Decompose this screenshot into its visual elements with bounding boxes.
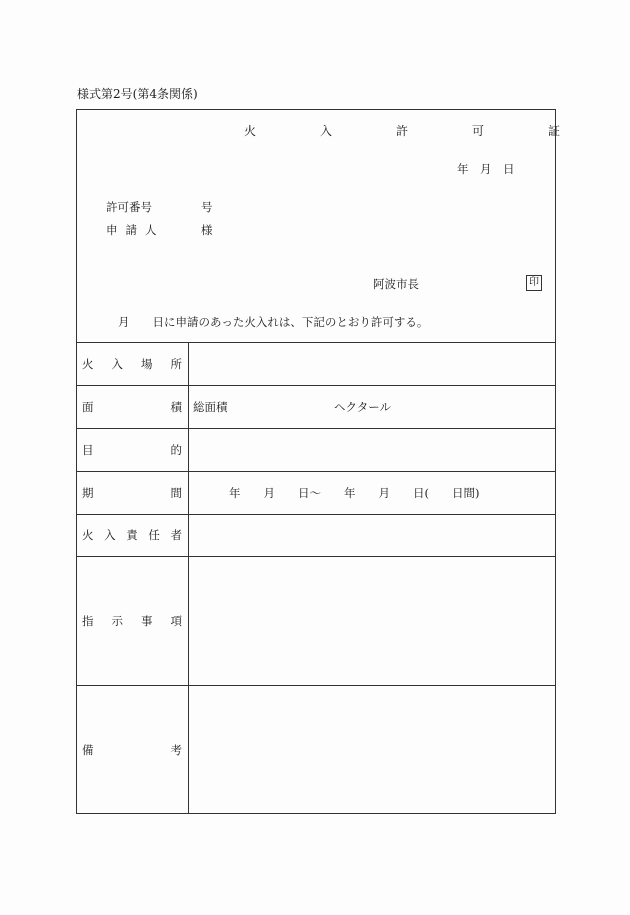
row-label-responsible-person: 火 入 責 任 者 [82,528,182,542]
seal-stamp-box: 印 [526,275,542,291]
issue-date: 年 月 日 [457,162,515,176]
area-total-label: 総面積 [193,400,228,414]
area-unit: ヘクタール [334,400,392,414]
period-range: 年 月 日～ 年 月 日( 日間) [229,486,480,500]
form-number-label: 様式第2号(第4条関係) [77,87,198,101]
row-label-area: 面 積 [82,399,182,414]
row-label-purpose: 目 的 [82,442,182,457]
permit-statement: 月 日に申請のあった火入れは、下記のとおり許可する。 [118,315,429,329]
row-label-burn-location: 火 入 場 所 [82,356,182,371]
permit-number-suffix: 号 [201,200,213,214]
issuer-mayor: 阿波市長 [373,277,419,291]
document-title: 火 入 許 可 証 [244,124,587,138]
permit-number-label: 許可番号 [106,200,152,214]
column-divider [188,342,189,814]
applicant-honorific: 様 [201,223,213,237]
row-label-instructions: 指 示 事 項 [82,613,182,628]
row-label-period: 期 間 [82,485,182,500]
row-label-remarks: 備 考 [82,742,182,757]
applicant-label: 申請人 [106,223,165,237]
